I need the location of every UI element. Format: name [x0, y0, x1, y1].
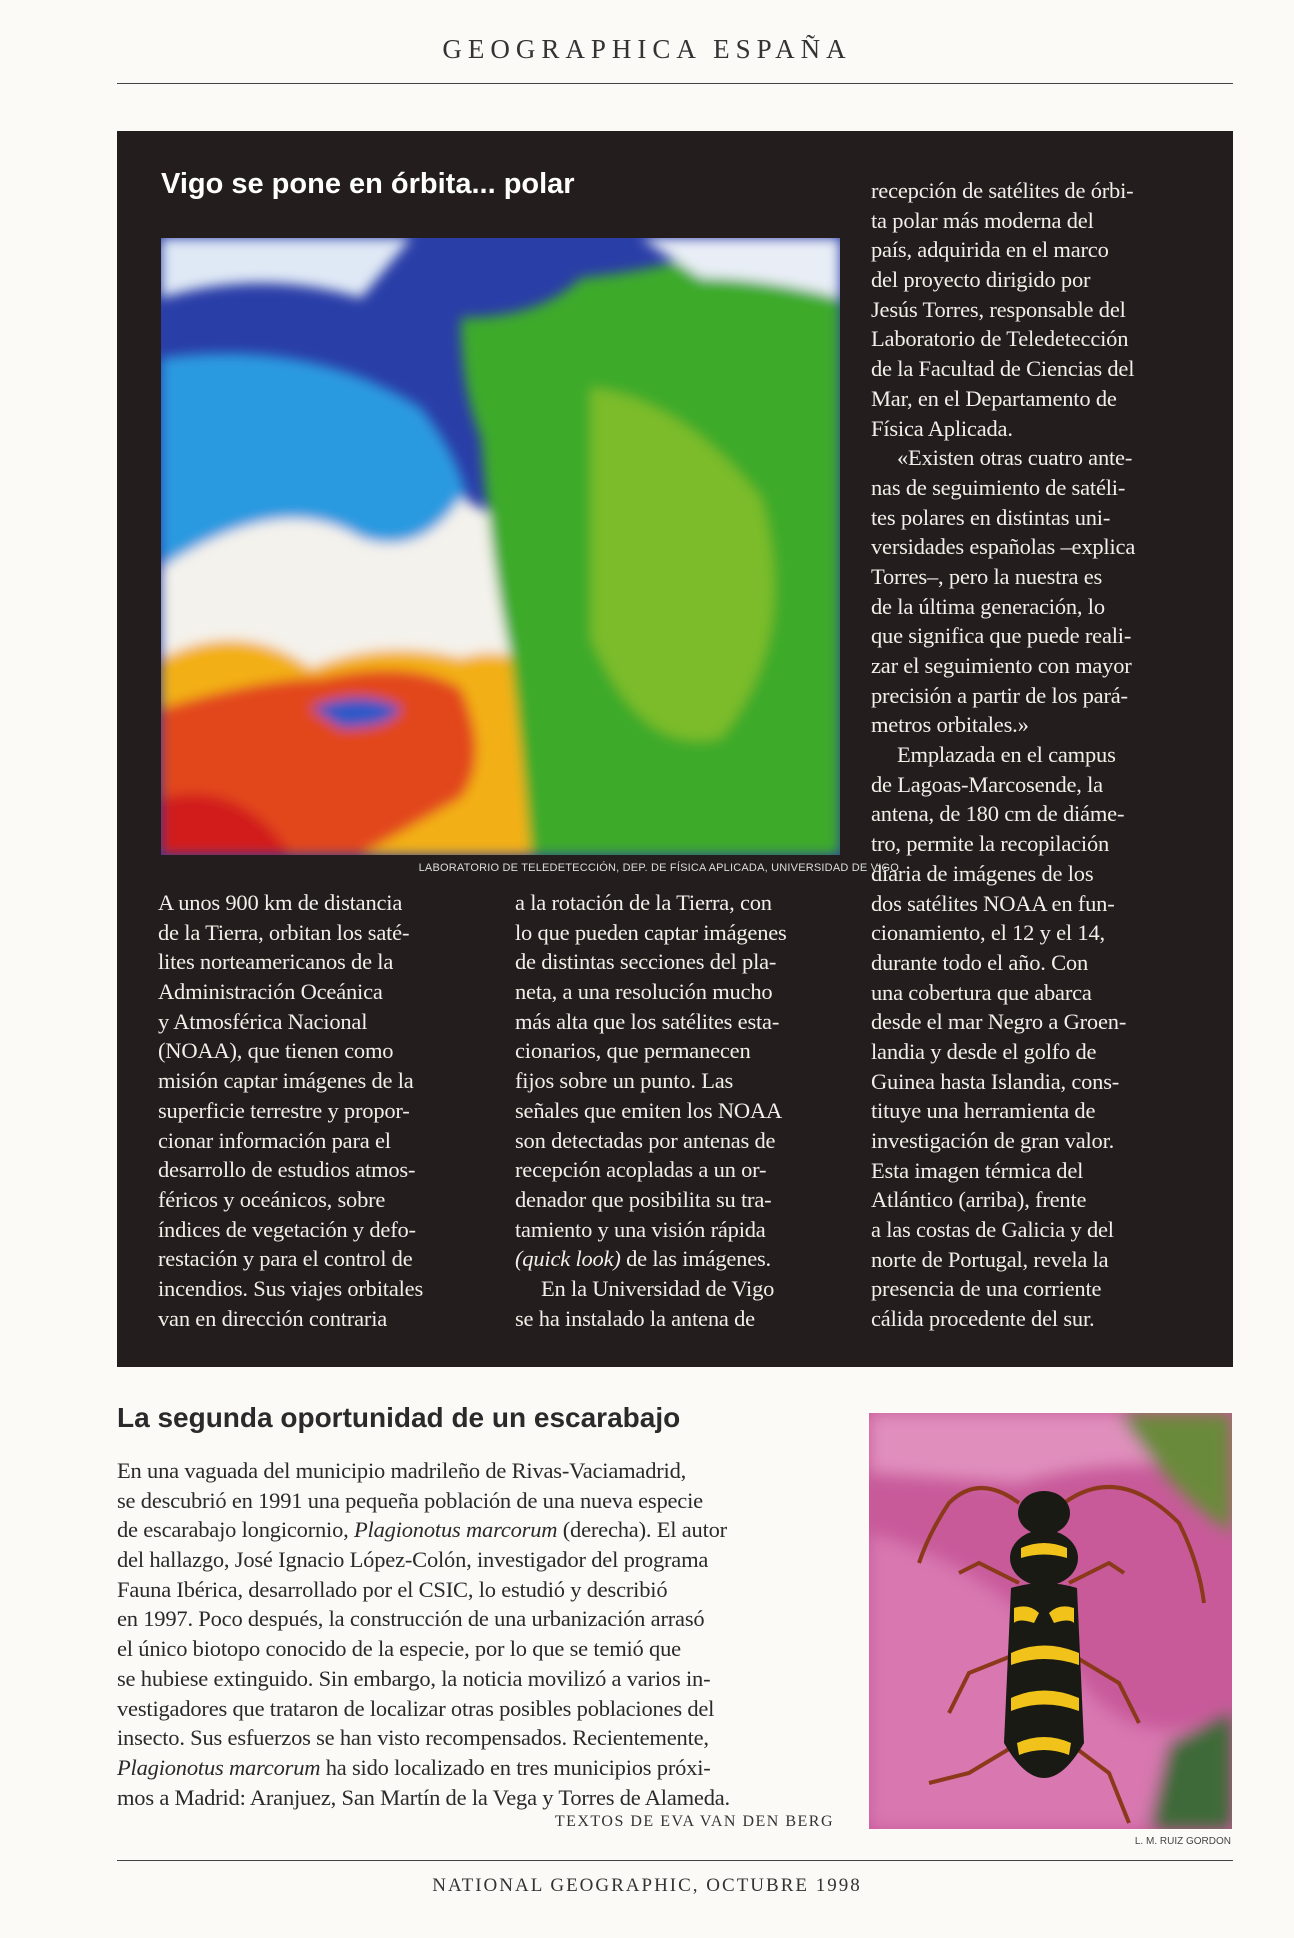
text-line: [158, 977, 423, 1007]
text-line: [158, 918, 423, 948]
running-header: GEOGRAPHICA ESPAÑA: [442, 34, 852, 64]
text-segment: versidades españolas –explica: [871, 534, 1136, 560]
column-1: [158, 888, 423, 1333]
text-segment: mos a Madrid: Aranjuez, San Martín de la Vega y Torres de Alameda.: [117, 1784, 730, 1810]
text-line: [515, 1036, 787, 1066]
text-line: [117, 1634, 730, 1664]
text-line: [871, 651, 1135, 681]
photo-credit: L. M. RUIZ GORDON: [1134, 1836, 1231, 1847]
article-title: La segunda oportunidad de un escarabajo: [117, 1402, 681, 1433]
text-segment: son detectadas por antenas de: [515, 1127, 776, 1153]
text-segment: del hallazgo, José Ignacio López-Colón, investigador del programa: [117, 1547, 709, 1573]
footer-rule: [117, 1860, 1233, 1861]
article-body: [117, 1456, 730, 1812]
text-line: [871, 1185, 1135, 1215]
text-line: [158, 1066, 423, 1096]
text-segment: nas de seguimiento de satéli-: [871, 474, 1126, 500]
text-line: [871, 1156, 1135, 1186]
text-line: [158, 1155, 423, 1185]
text-segment: de la Tierra, orbitan los saté-: [158, 919, 410, 945]
text-line: [871, 740, 1135, 770]
text-line: [158, 1244, 423, 1274]
text-line: [515, 1155, 787, 1185]
text-segment: dos satélites NOAA en fun-: [871, 890, 1115, 916]
text-segment: de escarabajo longicornio,: [117, 1517, 355, 1543]
text-segment: fijos sobre un punto. Las: [515, 1068, 734, 1094]
text-line: [871, 592, 1135, 622]
column-2: [515, 888, 787, 1333]
text-segment: investigación de gran valor.: [871, 1128, 1115, 1153]
text-segment: Torres–, pero la nuestra es: [871, 563, 1103, 589]
text-segment: Mar, en el Departamento de: [871, 385, 1117, 411]
text-line: [515, 1126, 787, 1156]
beetle-photo: [869, 1413, 1232, 1829]
text-line: [871, 503, 1135, 533]
text-segment: del proyecto dirigido por: [871, 267, 1091, 293]
header-rule: [117, 83, 1233, 84]
text-segment: lites norteamericanos de la: [158, 949, 394, 975]
text-segment: En una vaguada del municipio madrileño de Rivas-Vaciamadrid,: [117, 1458, 687, 1483]
text-line: [158, 1274, 423, 1304]
text-segment: denador que posibilita su tra-: [515, 1186, 772, 1212]
text-segment: se ha instalado la antena de: [515, 1305, 755, 1331]
text-line: [871, 1126, 1135, 1156]
text-segment: en 1997. Poco después, la construcción de una urbanización arrasó: [117, 1606, 705, 1632]
text-line: [871, 265, 1135, 295]
text-line: [515, 1066, 787, 1096]
article-title: Vigo se pone en órbita... polar: [161, 168, 575, 200]
text-segment: antena, de 180 cm de diáme-: [871, 801, 1125, 827]
text-line: [515, 1244, 787, 1274]
text-segment: En la Universidad de Vigo: [541, 1275, 775, 1301]
text-line: [871, 621, 1135, 651]
text-line: [871, 354, 1135, 384]
text-segment: landia y desde el golfo de: [871, 1038, 1097, 1064]
text-segment: que significa que puede reali-: [871, 623, 1132, 649]
text-line: [117, 1486, 730, 1516]
text-line: [871, 473, 1135, 503]
satellite-thermal-image: [161, 238, 840, 855]
italic-text: Plagionotus marcorum: [117, 1754, 321, 1780]
text-segment: cionar información para el: [158, 1127, 391, 1153]
text-line: [871, 443, 1135, 473]
text-line: [515, 947, 787, 977]
text-segment: Administración Oceánica: [158, 979, 383, 1005]
text-line: [515, 977, 787, 1007]
text-line: [515, 918, 787, 948]
text-segment: metros orbitales.»: [871, 712, 1029, 738]
text-line: [117, 1723, 730, 1753]
text-line: [158, 1007, 423, 1037]
italic-text: (quick look): [515, 1246, 621, 1272]
text-segment: de la Facultad de Ciencias del: [871, 356, 1135, 382]
text-line: [871, 978, 1135, 1008]
text-segment: más alta que los satélites esta-: [515, 1008, 780, 1034]
text-segment: Emplazada en el campus: [897, 742, 1116, 768]
text-line: [871, 384, 1135, 414]
text-line: [871, 829, 1135, 859]
text-segment: una cobertura que abarca: [871, 979, 1092, 1005]
text-segment: superficie terrestre y propor-: [158, 1097, 410, 1123]
text-line: [515, 1304, 787, 1334]
text-line: [515, 1215, 787, 1245]
text-line: [158, 1185, 423, 1215]
text-line: [515, 1007, 787, 1037]
text-segment: desde el mar Negro a Groen-: [871, 1009, 1127, 1035]
text-line: [515, 888, 787, 918]
text-segment: «Existen otras cuatro ante-: [897, 445, 1133, 471]
text-segment: Atlántico (arriba), frente: [871, 1187, 1087, 1213]
text-segment: de Lagoas-Marcosende, la: [871, 771, 1103, 797]
italic-text: Plagionotus marcorum: [354, 1517, 558, 1543]
byline: TEXTOS DE EVA VAN DEN BERG: [554, 1813, 834, 1830]
text-segment: recepción acopladas a un or-: [515, 1157, 767, 1183]
text-segment: cálida procedente del sur.: [871, 1306, 1095, 1332]
text-segment: insecto. Sus esfuerzos se han visto recompensados. Recientemente,: [117, 1725, 709, 1751]
text-line: [871, 1245, 1135, 1275]
text-line: [871, 295, 1135, 325]
text-line: [117, 1545, 730, 1575]
text-segment: Jesús Torres, responsable del: [871, 296, 1126, 322]
text-line: [158, 1096, 423, 1126]
text-line: [871, 532, 1135, 562]
text-line: [871, 889, 1135, 919]
text-line: [158, 888, 423, 918]
text-segment: se hubiese extinguido. Sin embargo, la noticia movilizó a varios in-: [117, 1665, 711, 1691]
text-segment: A unos 900 km de distancia: [158, 890, 403, 915]
text-line: [158, 1036, 423, 1066]
text-line: [871, 414, 1135, 444]
text-segment: lo que pueden captar imágenes: [515, 919, 787, 945]
text-segment: restación y para el control de: [158, 1246, 413, 1272]
text-segment: tamiento y una visión rápida: [515, 1216, 766, 1242]
text-segment: a las costas de Galicia y del: [871, 1217, 1114, 1243]
text-segment: Fauna Ibérica, desarrollado por el CSIC, lo estudió y describió: [117, 1576, 668, 1602]
text-segment: país, adquirida en el marco: [871, 237, 1109, 263]
text-line: [158, 1126, 423, 1156]
text-segment: precisión a partir de los pará-: [871, 682, 1128, 708]
column-3: [871, 176, 1135, 1334]
text-line: [871, 710, 1135, 740]
text-segment: tro, permite la recopilación: [871, 831, 1110, 857]
text-segment: ta polar más moderna del: [871, 207, 1094, 233]
text-line: [871, 918, 1135, 948]
text-line: [871, 1037, 1135, 1067]
text-segment: Esta imagen térmica del: [871, 1157, 1084, 1183]
text-line: [871, 235, 1135, 265]
text-line: [515, 1185, 787, 1215]
text-segment: y Atmosférica Nacional: [158, 1008, 368, 1034]
text-segment: presencia de una corriente: [871, 1276, 1102, 1302]
text-segment: misión captar imágenes de la: [158, 1068, 414, 1094]
text-line: [871, 1215, 1135, 1245]
text-segment: (NOAA), que tienen como: [158, 1038, 394, 1064]
text-line: [117, 1456, 730, 1486]
text-segment: tituye una herramienta de: [871, 1098, 1096, 1124]
text-line: [117, 1694, 730, 1724]
text-segment: cionamiento, el 12 y el 14,: [871, 920, 1105, 946]
text-line: [871, 1096, 1135, 1126]
text-line: [871, 859, 1135, 889]
text-line: [117, 1664, 730, 1694]
text-segment: Laboratorio de Teledetección: [871, 326, 1129, 352]
text-line: [871, 206, 1135, 236]
text-line: [158, 947, 423, 977]
text-line: [871, 1007, 1135, 1037]
text-line: [871, 176, 1135, 206]
text-segment: vestigadores que trataron de localizar otras posibles poblaciones del: [117, 1695, 715, 1721]
text-line: [871, 1304, 1135, 1334]
text-line: [871, 799, 1135, 829]
text-segment: diaria de imágenes de los: [871, 860, 1094, 886]
text-line: [117, 1753, 730, 1783]
text-segment: Guinea hasta Islandia, cons-: [871, 1068, 1120, 1094]
text-segment: señales que emiten los NOAA: [515, 1097, 783, 1123]
text-segment: recepción de satélites de órbi-: [871, 178, 1134, 203]
text-segment: de distintas secciones del pla-: [515, 949, 777, 975]
text-line: [871, 948, 1135, 978]
text-segment: se descubrió en 1991 una pequeña población de una nueva especie: [117, 1487, 703, 1513]
text-segment: neta, a una resolución mucho: [515, 979, 773, 1005]
text-line: [871, 681, 1135, 711]
text-line: [871, 1067, 1135, 1097]
text-line: [515, 1096, 787, 1126]
text-segment: a la rotación de la Tierra, con: [515, 890, 772, 915]
text-line: [871, 1274, 1135, 1304]
text-segment: féricos y oceánicos, sobre: [158, 1186, 386, 1212]
text-segment: tes polares en distintas uni-: [871, 504, 1111, 530]
text-segment: cionarios, que permanecen: [515, 1038, 751, 1064]
text-segment: norte de Portugal, revela la: [871, 1246, 1109, 1272]
text-line: [871, 562, 1135, 592]
text-line: [871, 324, 1135, 354]
text-segment: (derecha). El autor: [557, 1517, 727, 1543]
text-line: [117, 1575, 730, 1605]
image-credit: LABORATORIO DE TELEDETECCIÓN, DEP. DE FÍSICA APLICADA, UNIVERSIDAD DE VIGO: [418, 862, 899, 874]
text-segment: zar el seguimiento con mayor: [871, 653, 1132, 678]
text-line: [117, 1515, 730, 1545]
text-line: [515, 1274, 787, 1304]
text-segment: el único biotopo conocido de la especie, por lo que se temió que: [117, 1636, 681, 1662]
text-line: [158, 1304, 423, 1334]
text-line: [158, 1215, 423, 1245]
text-segment: ha sido localizado en tres municipios próxi-: [320, 1754, 711, 1780]
text-segment: de la última generación, lo: [871, 593, 1105, 619]
text-segment: Física Aplicada.: [871, 415, 1013, 441]
text-line: [117, 1604, 730, 1634]
text-segment: durante todo el año. Con: [871, 949, 1089, 975]
text-line: [871, 770, 1135, 800]
text-segment: índices de vegetación y defo-: [158, 1216, 416, 1242]
text-segment: incendios. Sus viajes orbitales: [158, 1275, 424, 1301]
text-segment: van en dirección contraria: [158, 1305, 388, 1331]
text-line: [117, 1783, 730, 1813]
text-segment: de las imágenes.: [620, 1246, 771, 1272]
page-footer: NATIONAL GEOGRAPHIC, OCTUBRE 1998: [432, 1875, 862, 1896]
text-segment: desarrollo de estudios atmos-: [158, 1157, 416, 1183]
